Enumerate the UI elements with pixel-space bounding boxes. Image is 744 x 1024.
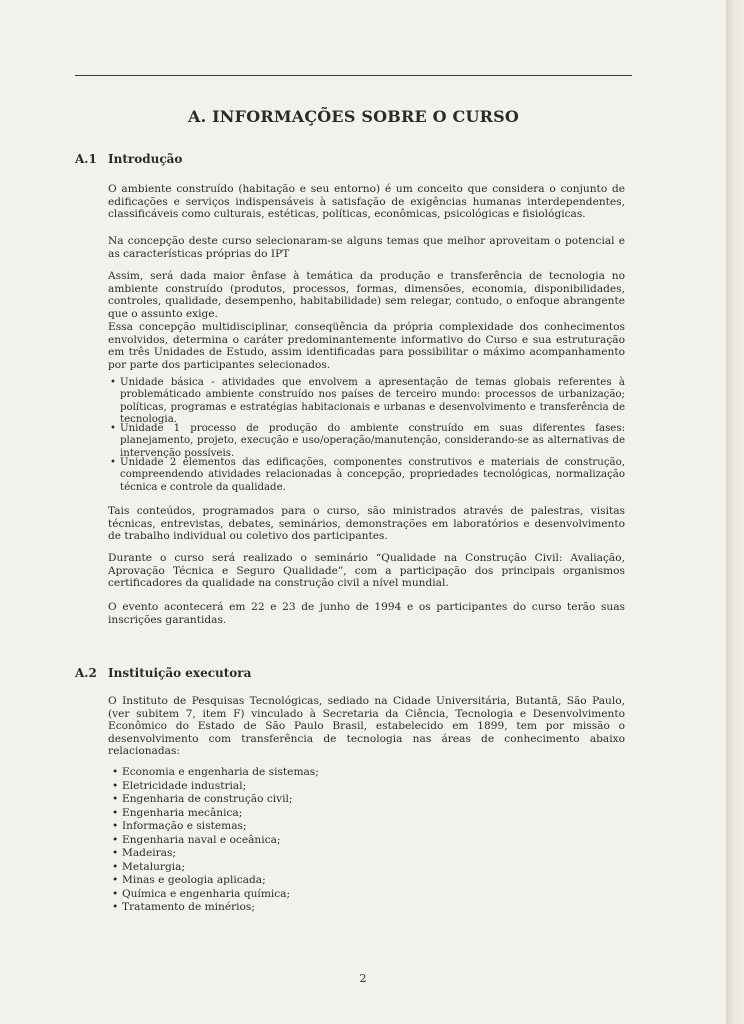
list-item: [112, 874, 319, 888]
section-number: A.1: [75, 152, 97, 166]
list-item-text: Minas e geologia aplicada;: [122, 874, 266, 886]
page-number: 2: [359, 972, 367, 985]
bullet-icon: •: [112, 887, 119, 900]
list-item: [112, 793, 319, 807]
list-item-text: Economia e engenharia de sistemas;: [122, 766, 319, 778]
list-item: [112, 820, 319, 834]
list-item-text: Tratamento de minérios;: [122, 901, 255, 913]
list-item: [112, 888, 319, 902]
list-item: [112, 847, 319, 861]
unit-item: [110, 423, 625, 460]
bullet-icon: •: [112, 779, 119, 792]
bullet-icon: •: [110, 377, 117, 388]
paragraph: Tais conteúdos, programados para o curso, são ministrados através de palestras, visitas técnicas, entrevistas, debates, seminários, demonstrações em laboratórios e desenvolvimento de trabalho individual ou coletivo dos participantes.: [108, 505, 625, 542]
bullet-icon: •: [112, 806, 119, 819]
paragraph: O evento acontecerá em 22 e 23 de junho de 1994 e os participantes do curso terão suas inscrições garantidas.: [108, 601, 625, 626]
list-item: [112, 901, 319, 915]
paragraph: Essa concepção multidisciplinar, conseqüência da própria complexidade dos conhecimentos envolvidos, determina o caráter predominantemente informativo do Curso e sua estruturação em três Unidades de Estudo, assim identificadas para possibilitar o máximo acompanhamento por parte dos participantes selecionados.: [108, 321, 625, 371]
bullet-icon: •: [112, 847, 119, 859]
list-item-text: Engenharia de construção civil;: [122, 793, 293, 805]
paragraph: Durante o curso será realizado o seminário “Qualidade na Construção Civil: Avaliação, Aprovação Técnica e Seguro Qualidade”, com a participação dos principais organismos certificadores da qualidade na construção civil a nível mundial.: [108, 552, 625, 589]
list-item-text: Metalurgia;: [122, 860, 186, 873]
unit-text: Unidade 2 elementos das edificações, componentes construtivos e materiais de construção, compreendendo atividades relacionadas à concepção, propriedades tecnológicas, normalização técnica e controle da qualidade.: [120, 457, 625, 493]
knowledge-areas-list: [112, 766, 319, 915]
unit-item: [110, 377, 625, 426]
list-item-text: Eletricidade industrial;: [122, 779, 247, 792]
top-rule: [75, 75, 632, 76]
list-item: [112, 834, 319, 848]
unit-text: Unidade 1 processo de produção do ambiente construído em suas diferentes fases: planejamento, projeto, execução e uso/operação/manutenção, considerando-se as alternativas de intervenção possíveis.: [120, 423, 625, 459]
bullet-icon: •: [110, 423, 117, 434]
page-title: A. INFORMAÇÕES SOBRE O CURSO: [187, 107, 520, 126]
bullet-icon: •: [112, 901, 119, 913]
bullet-icon: •: [112, 860, 119, 873]
section-heading: Introdução: [108, 152, 183, 166]
bullet-icon: •: [112, 793, 119, 805]
paragraph: Na concepção deste curso selecionaram-se alguns temas que melhor aproveitam o potencial e as características próprias do IPT: [108, 235, 625, 260]
list-item-text: Engenharia mecânica;: [122, 806, 243, 819]
bullet-icon: •: [110, 457, 117, 468]
list-item: [112, 780, 319, 794]
list-item-text: Madeiras;: [122, 847, 176, 859]
list-item: [112, 766, 319, 780]
page-edge: [726, 0, 744, 1024]
section-heading: Instituição executora: [108, 666, 252, 680]
paragraph: O Instituto de Pesquisas Tecnológicas, sediado na Cidade Universitária, Butantã, São Paulo, (ver subitem 7, item F) vinculado à Secretaria da Ciência, Tecnologia e Desenvolvimento Econômico do Estado de São Paulo Brasil, estabelecido em 1899, tem por missão o desenvolvimento com transferência de tecnologia nas áreas de conhecimento abaixo relacionadas:: [108, 695, 625, 757]
bullet-icon: •: [112, 766, 119, 778]
list-item-text: Química e engenharia química;: [122, 887, 291, 900]
section-number: A.2: [75, 666, 97, 680]
paragraph: Assim, será dada maior ênfase à temática da produção e transferência de tecnologia no ambiente construído (produtos, processos, formas, dimensões, economia, disponibilidades, controles, qualidade, desempenho, habitabilidade) sem relegar, contudo, o enfoque abrangente que o assunto exige.: [108, 270, 625, 320]
list-item: [112, 807, 319, 821]
unit-item: [110, 457, 625, 494]
list-item-text: Informação e sistemas;: [122, 820, 247, 832]
bullet-icon: •: [112, 820, 119, 832]
bullet-icon: •: [112, 833, 119, 846]
list-item-text: Engenharia naval e oceânica;: [122, 833, 281, 846]
unit-text: Unidade básica - atividades que envolvem a apresentação de temas globais referentes à problemáticado ambiente construído nos países de terceiro mundo: processos de urbanização; políticas, programas e estratégias habitacionais e urbanas e desenvolvimento e transferência de tecnologia.: [120, 377, 625, 425]
bullet-icon: •: [112, 874, 119, 886]
paragraph: O ambiente construído (habitação e seu entorno) é um conceito que considera o conjunto de edificações e serviços indispensáveis à satisfação de exigências humanas interdependentes, classificáveis como culturais, estéticas, políticas, econômicas, psicológicas e fisiológicas.: [108, 183, 625, 220]
list-item: [112, 861, 319, 875]
